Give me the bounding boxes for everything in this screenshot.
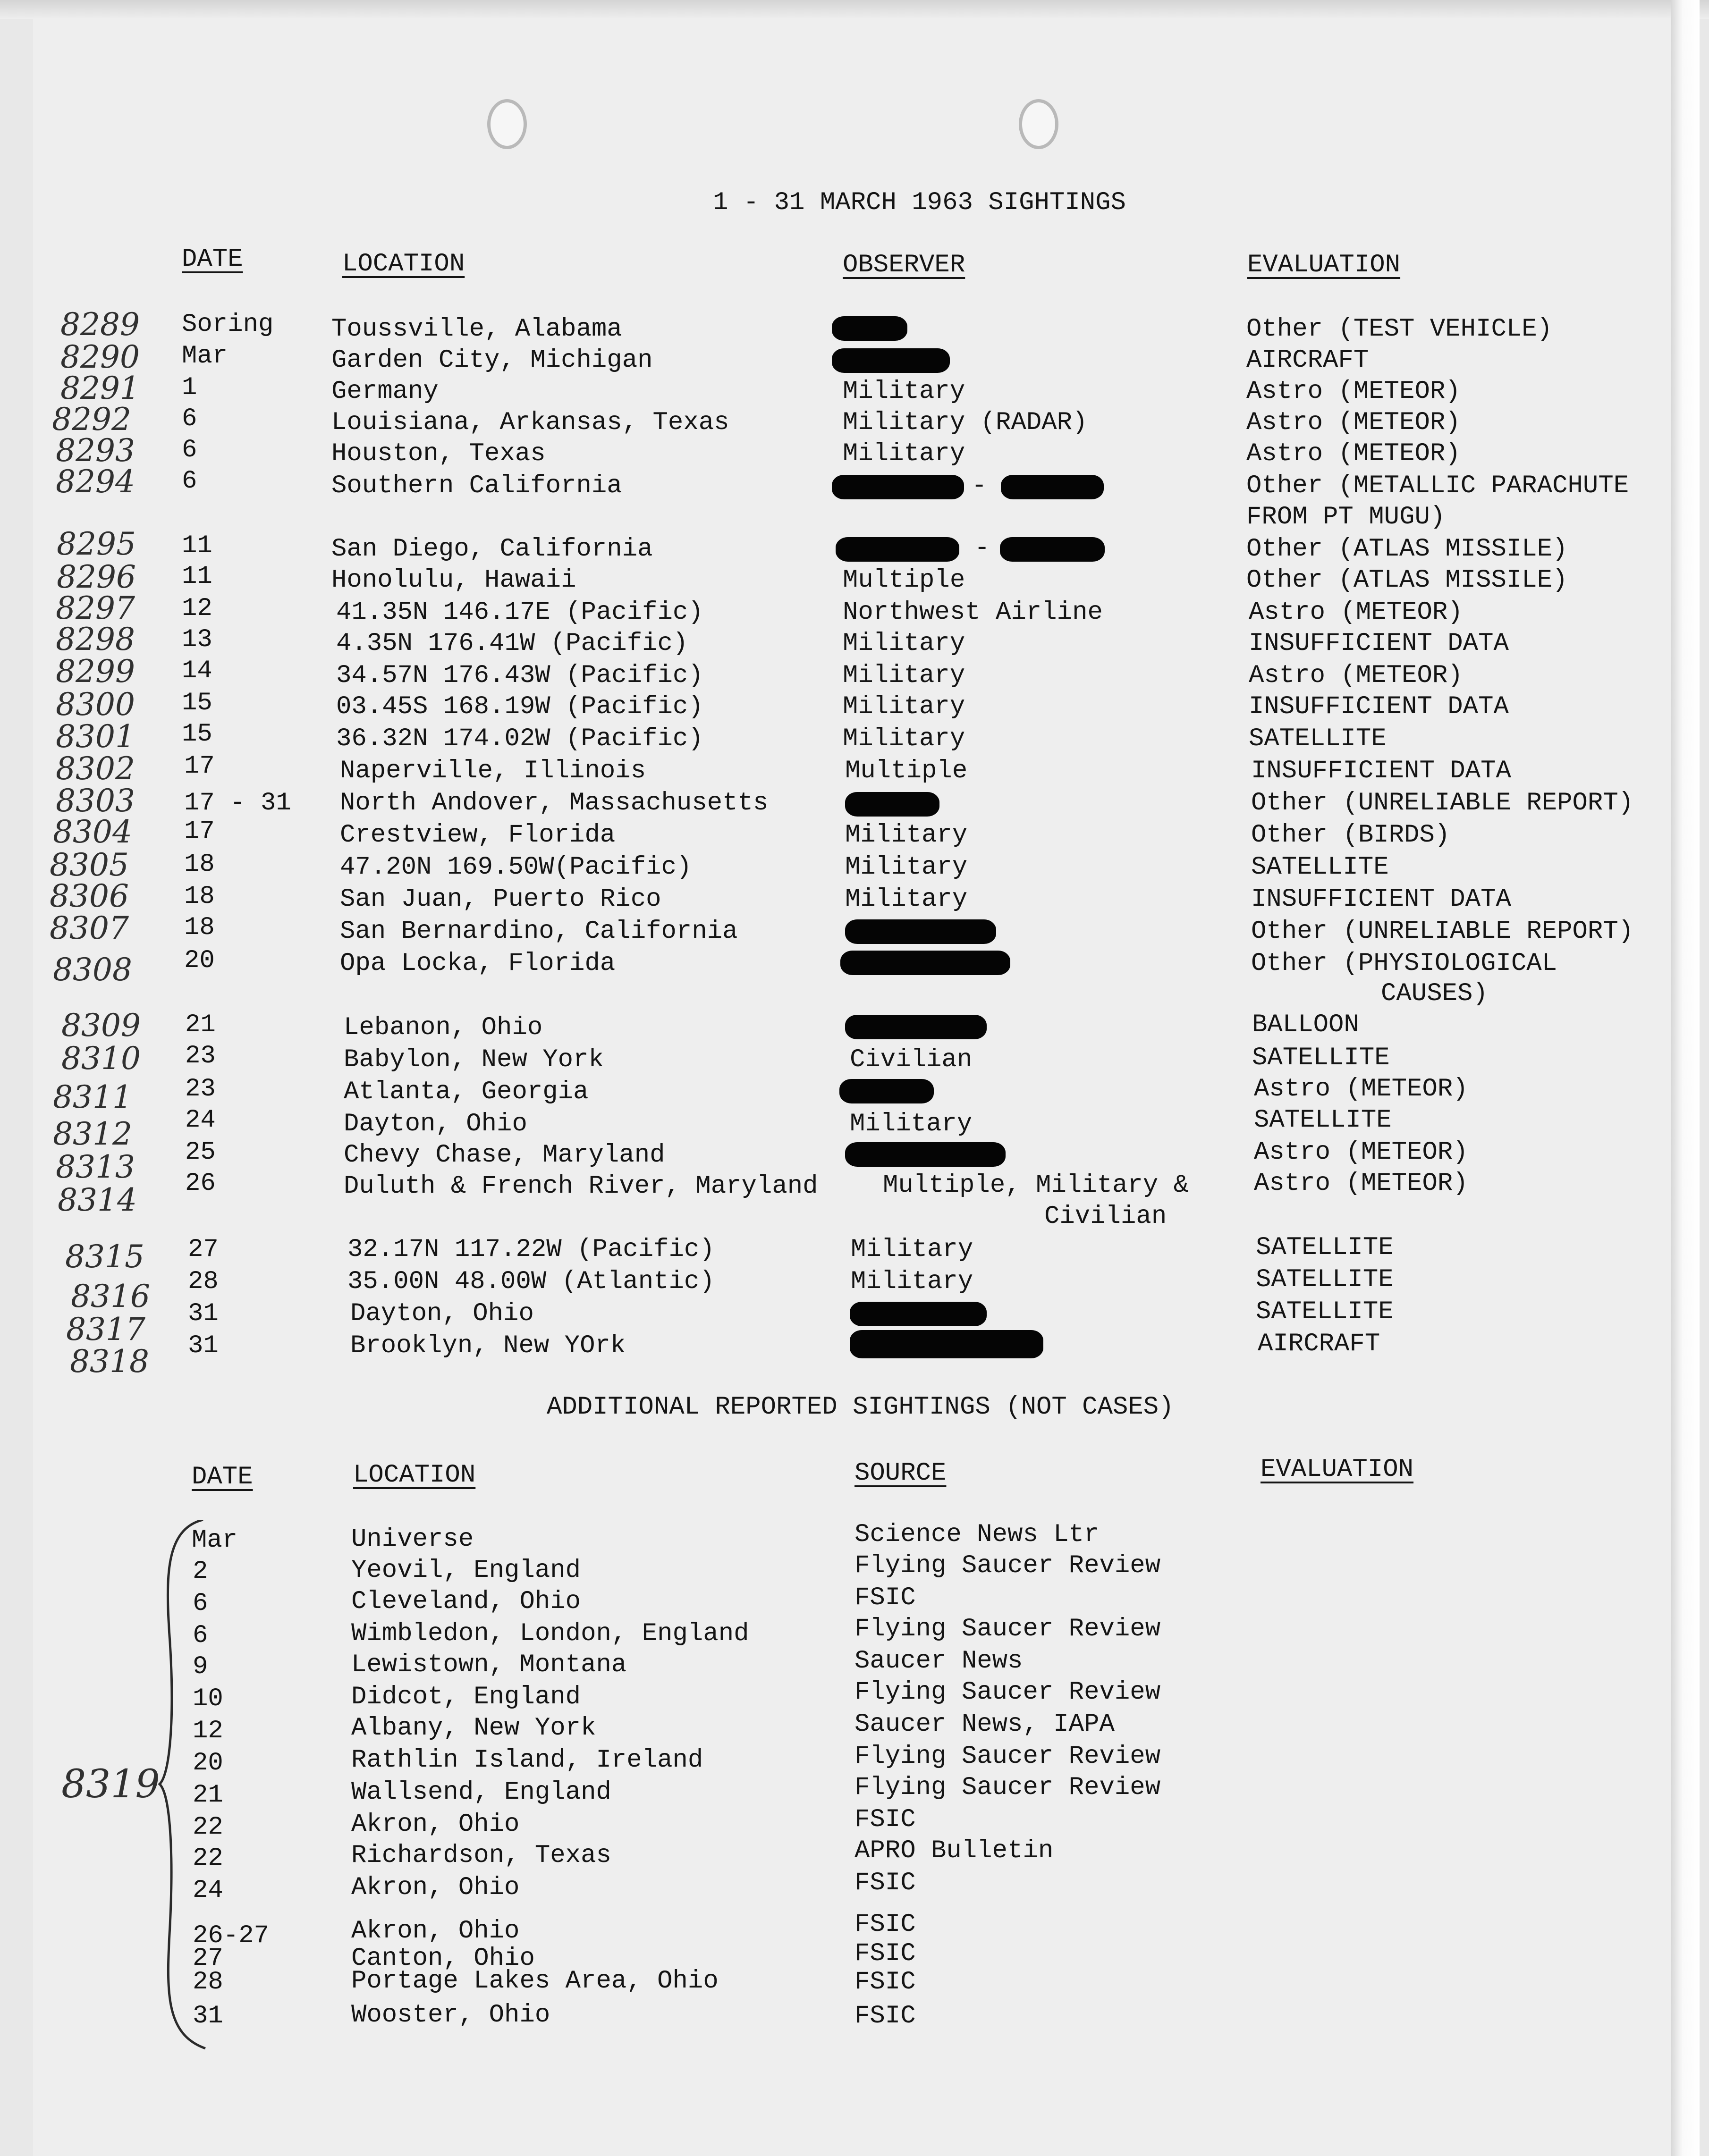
sighting-date: 24 (185, 1106, 216, 1135)
case-number: 8296 (57, 559, 136, 595)
sighting-evaluation: Astro (METEOR) (1254, 1138, 1468, 1167)
case-number: 8309 (61, 1007, 141, 1044)
additional-source: FSIC (854, 1910, 916, 1939)
sighting-location: Toussville, Alabama (331, 315, 622, 344)
sighting-date: 18 (184, 913, 215, 942)
case-number: 8311 (53, 1079, 132, 1115)
sighting-observer: Multiple, Military & (883, 1171, 1189, 1200)
additional-source: Flying Saucer Review (854, 1678, 1161, 1707)
additional-location: Didcot, England (351, 1683, 581, 1711)
redaction (845, 1142, 1006, 1167)
additional-header-source: SOURCE (854, 1459, 947, 1488)
sighting-location: Brooklyn, New YOrk (350, 1331, 626, 1360)
case-number: 8302 (56, 750, 135, 787)
sighting-date: 17 (184, 752, 215, 781)
sighting-evaluation: Astro (METEOR) (1249, 661, 1463, 690)
sighting-observer: Military (851, 1235, 973, 1264)
sighting-location: San Juan, Puerto Rico (340, 885, 661, 914)
sighting-location: 03.45S 168.19W (Pacific) (336, 692, 703, 721)
additional-source: Flying Saucer Review (854, 1551, 1161, 1580)
sighting-location: San Diego, California (331, 535, 653, 564)
sighting-date: 13 (182, 625, 212, 654)
sighting-location: Germany (331, 377, 439, 406)
sighting-location: 41.35N 146.17E (Pacific) (336, 598, 703, 627)
sighting-observer: Multiple (845, 757, 968, 785)
sighting-location: Opa Locka, Florida (340, 949, 616, 978)
sighting-evaluation: SATELLITE (1256, 1297, 1394, 1326)
punch-hole-left (487, 99, 527, 149)
additional-date: 12 (193, 1717, 223, 1745)
sighting-date: 23 (185, 1075, 216, 1103)
sighting-observer: Military (845, 821, 968, 850)
sighting-observer: Military (843, 724, 965, 753)
sighting-evaluation: Other (UNRELIABLE REPORT) (1251, 789, 1634, 817)
sighting-location: Duluth & French River, Maryland (344, 1172, 818, 1201)
additional-source: FSIC (854, 1869, 916, 1897)
sighting-evaluation: SATELLITE (1256, 1265, 1394, 1294)
sighting-observer: Military (843, 439, 965, 468)
case-number: 8314 (58, 1182, 137, 1218)
redaction (832, 475, 964, 499)
additional-location: Akron, Ohio (351, 1873, 520, 1902)
redaction (839, 1079, 934, 1103)
sighting-location: Naperville, Illinois (340, 757, 646, 785)
sighting-observer: Civilian (850, 1045, 973, 1074)
sighting-location: San Bernardino, California (340, 917, 738, 946)
sighting-location: Honolulu, Hawaii (331, 566, 576, 595)
case-number: 8318 (70, 1343, 149, 1380)
sighting-location: Garden City, Michigan (331, 346, 653, 375)
sighting-evaluation: INSUFFICIENT DATA (1249, 629, 1509, 658)
sighting-date: 26 (185, 1169, 216, 1198)
additional-date: 2 (193, 1557, 208, 1586)
sighting-evaluation: Astro (METEOR) (1254, 1075, 1468, 1103)
sighting-location: Chevy Chase, Maryland (344, 1141, 665, 1170)
separator-dash: - (972, 472, 987, 500)
additional-header-location: LOCATION (353, 1461, 476, 1490)
case-number: 8305 (50, 847, 129, 883)
sighting-evaluation-continued: FROM PT MUGU) (1246, 503, 1446, 531)
case-number: 8308 (53, 952, 132, 988)
sighting-location: North Andover, Massachusetts (340, 789, 769, 817)
case-number: 8300 (56, 686, 135, 723)
case-number: 8310 (61, 1040, 141, 1077)
case-number: 8289 (60, 306, 140, 343)
sighting-date: 6 (182, 467, 197, 496)
additional-location: Universe (351, 1525, 474, 1554)
sighting-observer: Military (851, 1267, 973, 1296)
sighting-evaluation-continued: CAUSES) (1381, 979, 1488, 1008)
additional-location: Wooster, Ohio (351, 2001, 550, 2030)
sighting-evaluation: SATELLITE (1252, 1044, 1390, 1072)
sighting-date: 20 (184, 946, 215, 975)
sighting-date: 18 (184, 882, 215, 911)
additional-location: Akron, Ohio (351, 1917, 520, 1945)
additional-location: Rathlin Island, Ireland (351, 1746, 703, 1775)
case-number: 8292 (52, 401, 131, 438)
sighting-date: 21 (185, 1011, 216, 1039)
sighting-evaluation: Other (METALLIC PARACHUTE (1246, 472, 1629, 500)
sighting-location: 34.57N 176.43W (Pacific) (336, 661, 703, 690)
sighting-evaluation: Other (BIRDS) (1251, 821, 1450, 850)
sighting-evaluation: AIRCRAFT (1258, 1330, 1380, 1358)
additional-location: Portage Lakes Area, Ohio (351, 1967, 719, 1996)
sighting-evaluation: Astro (METEOR) (1246, 377, 1461, 406)
additional-section-title: ADDITIONAL REPORTED SIGHTINGS (NOT CASES) (547, 1393, 1174, 1422)
additional-source: FSIC (854, 2002, 916, 2030)
additional-source: FSIC (854, 1805, 916, 1834)
case-number: 8306 (50, 878, 129, 914)
additional-location: Richardson, Texas (351, 1841, 611, 1870)
additional-source: APRO Bulletin (854, 1836, 1054, 1865)
sighting-location: Lebanon, Ohio (344, 1013, 543, 1042)
additional-source: FSIC (854, 1583, 916, 1612)
case-number: 8301 (56, 718, 135, 755)
additional-header-date: DATE (192, 1463, 253, 1491)
sighting-observer: Military (845, 853, 968, 882)
sighting-evaluation: BALLOON (1252, 1011, 1359, 1039)
additional-location: Wallsend, England (351, 1778, 611, 1807)
sighting-date: 31 (188, 1299, 219, 1328)
sighting-location: Atlanta, Georgia (344, 1078, 589, 1106)
redaction (850, 1302, 987, 1326)
additional-source: Flying Saucer Review (854, 1742, 1161, 1771)
header-location: LOCATION (342, 250, 465, 278)
case-number: 8294 (56, 463, 135, 500)
additional-location: Albany, New York (351, 1714, 596, 1743)
sighting-evaluation: INSUFFICIENT DATA (1249, 692, 1509, 721)
case-number: 8293 (56, 432, 135, 469)
additional-location: Wimbledon, London, England (351, 1619, 749, 1648)
sighting-observer: Military (845, 885, 968, 914)
additional-date: 22 (193, 1813, 223, 1842)
redaction (836, 537, 959, 562)
sighting-date: 18 (184, 850, 215, 879)
header-evaluation: EVALUATION (1247, 251, 1401, 279)
additional-source: FSIC (854, 1939, 916, 1968)
additional-location: Akron, Ohio (351, 1810, 520, 1839)
additional-date: 22 (193, 1844, 223, 1873)
sighting-location: Dayton, Ohio (350, 1299, 534, 1328)
case-number: 8291 (60, 370, 140, 406)
case-number: 8304 (53, 814, 132, 850)
case-number: 8313 (56, 1149, 135, 1185)
additional-date: 26-27 (193, 1921, 270, 1950)
sighting-date: 23 (185, 1042, 216, 1070)
sighting-date: 11 (182, 531, 212, 560)
sighting-observer: Northwest Airline (843, 598, 1103, 627)
page-right-edge (1671, 0, 1700, 2156)
case-number: 8290 (60, 339, 140, 375)
redaction (832, 316, 907, 341)
additional-date: 28 (193, 1968, 223, 1996)
case-number: 8299 (56, 653, 135, 690)
sighting-observer: Multiple (843, 566, 965, 595)
sighting-evaluation: INSUFFICIENT DATA (1251, 885, 1511, 914)
sighting-date: 14 (182, 657, 212, 685)
redaction (1000, 537, 1105, 562)
sighting-date: 15 (182, 689, 212, 717)
sighting-evaluation: SATELLITE (1256, 1233, 1394, 1262)
sighting-date: 28 (188, 1267, 219, 1296)
redaction (845, 1015, 987, 1039)
sighting-location: Southern California (331, 472, 622, 500)
sighting-date: 27 (188, 1235, 219, 1264)
case-number: 8303 (56, 783, 135, 819)
case-number: 8297 (56, 590, 135, 626)
case-number: 8298 (56, 621, 135, 657)
sighting-evaluation: SATELLITE (1249, 724, 1387, 753)
sighting-date: 1 (182, 373, 197, 402)
case-number: 8312 (53, 1116, 132, 1152)
additional-date: 6 (193, 1621, 208, 1650)
sighting-date: 17 - 31 (184, 789, 291, 817)
header-observer: OBSERVER (843, 251, 965, 279)
punch-hole-right (1019, 99, 1058, 149)
sighting-observer: Military (850, 1110, 973, 1138)
additional-date: 21 (193, 1781, 223, 1810)
sighting-observer-continued: Civilian (1044, 1202, 1167, 1231)
case-number: 8307 (50, 910, 129, 946)
sighting-location: Babylon, New York (344, 1045, 604, 1074)
additional-source: Saucer News (854, 1647, 1023, 1676)
additional-date: 31 (193, 2002, 223, 2030)
sighting-date: 12 (182, 594, 212, 623)
additional-location: Canton, Ohio (351, 1944, 535, 1973)
additional-date: 6 (193, 1589, 208, 1618)
sighting-date: Mar (182, 342, 228, 371)
additional-location: Cleveland, Ohio (351, 1587, 581, 1616)
sighting-location: 36.32N 174.02W (Pacific) (336, 724, 703, 753)
sighting-observer: Military (RADAR) (843, 408, 1088, 437)
sighting-date: 17 (184, 817, 215, 846)
page-top-edge (0, 0, 1709, 19)
sighting-date: 11 (182, 562, 212, 591)
sighting-evaluation: INSUFFICIENT DATA (1251, 757, 1511, 785)
sighting-evaluation: Astro (METEOR) (1254, 1169, 1468, 1198)
sighting-observer: Military (843, 661, 965, 690)
sighting-location: 4.35N 176.41W (Pacific) (336, 629, 688, 658)
sighting-location: Dayton, Ohio (344, 1110, 527, 1138)
case-number: 8317 (66, 1311, 145, 1348)
redaction (832, 348, 950, 373)
sighting-evaluation: Astro (METEOR) (1246, 439, 1461, 468)
sighting-location: 35.00N 48.00W (Atlantic) (347, 1267, 715, 1296)
sighting-location: 47.20N 169.50W(Pacific) (340, 853, 692, 882)
sighting-observer: Military (843, 377, 965, 406)
additional-date: 10 (193, 1684, 223, 1713)
additional-source: Science News Ltr (854, 1520, 1100, 1549)
sighting-location: 32.17N 117.22W (Pacific) (347, 1235, 715, 1264)
sighting-evaluation: Astro (METEOR) (1246, 408, 1461, 437)
case-number: 8315 (65, 1238, 144, 1275)
separator-dash: - (974, 534, 990, 563)
additional-source: Flying Saucer Review (854, 1615, 1161, 1643)
sighting-location: Houston, Texas (331, 439, 546, 468)
redaction (1001, 475, 1104, 499)
redaction (840, 951, 1010, 975)
sighting-location: Louisiana, Arkansas, Texas (331, 408, 729, 437)
additional-location: Lewistown, Montana (351, 1651, 627, 1679)
sighting-evaluation: Other (UNRELIABLE REPORT) (1251, 917, 1634, 946)
sighting-date: 25 (185, 1138, 216, 1167)
header-date: DATE (182, 245, 243, 274)
additional-source: Flying Saucer Review (854, 1773, 1161, 1802)
case-number: 8295 (57, 526, 136, 562)
additional-date: 24 (193, 1876, 223, 1905)
additional-location: Yeovil, England (351, 1556, 581, 1585)
case-number-additional: 8319 (61, 1762, 160, 1807)
additional-header-evaluation: EVALUATION (1261, 1455, 1414, 1484)
sighting-evaluation: SATELLITE (1254, 1106, 1392, 1135)
redaction (845, 792, 939, 817)
sighting-evaluation: AIRCRAFT (1246, 346, 1369, 375)
additional-date: 9 (193, 1652, 208, 1681)
additional-date: Mar (192, 1526, 238, 1555)
sighting-date: 6 (182, 404, 197, 433)
sighting-evaluation: Other (PHYSIOLOGICAL (1251, 949, 1557, 978)
additional-date: 27 (193, 1944, 223, 1973)
sighting-evaluation: Other (ATLAS MISSILE) (1246, 535, 1568, 564)
sighting-evaluation: SATELLITE (1251, 853, 1389, 882)
sighting-date: Soring (182, 310, 274, 339)
sighting-date: 31 (188, 1331, 219, 1360)
additional-source: Saucer News, IAPA (854, 1710, 1115, 1739)
sighting-evaluation: Other (TEST VEHICLE) (1246, 315, 1553, 344)
sighting-evaluation: Astro (METEOR) (1249, 598, 1463, 627)
case-number: 8316 (71, 1278, 150, 1314)
redaction (850, 1330, 1043, 1358)
sighting-observer: Military (843, 692, 965, 721)
additional-source: FSIC (854, 1968, 916, 1996)
page-title: 1 - 31 MARCH 1963 SIGHTINGS (713, 188, 1126, 217)
sighting-evaluation: Other (ATLAS MISSILE) (1246, 566, 1568, 595)
sighting-date: 15 (182, 720, 212, 749)
redaction (845, 919, 996, 944)
sighting-observer: Military (843, 629, 965, 658)
sighting-location: Crestview, Florida (340, 821, 616, 850)
additional-date: 20 (193, 1749, 223, 1777)
sighting-date: 6 (182, 436, 197, 464)
